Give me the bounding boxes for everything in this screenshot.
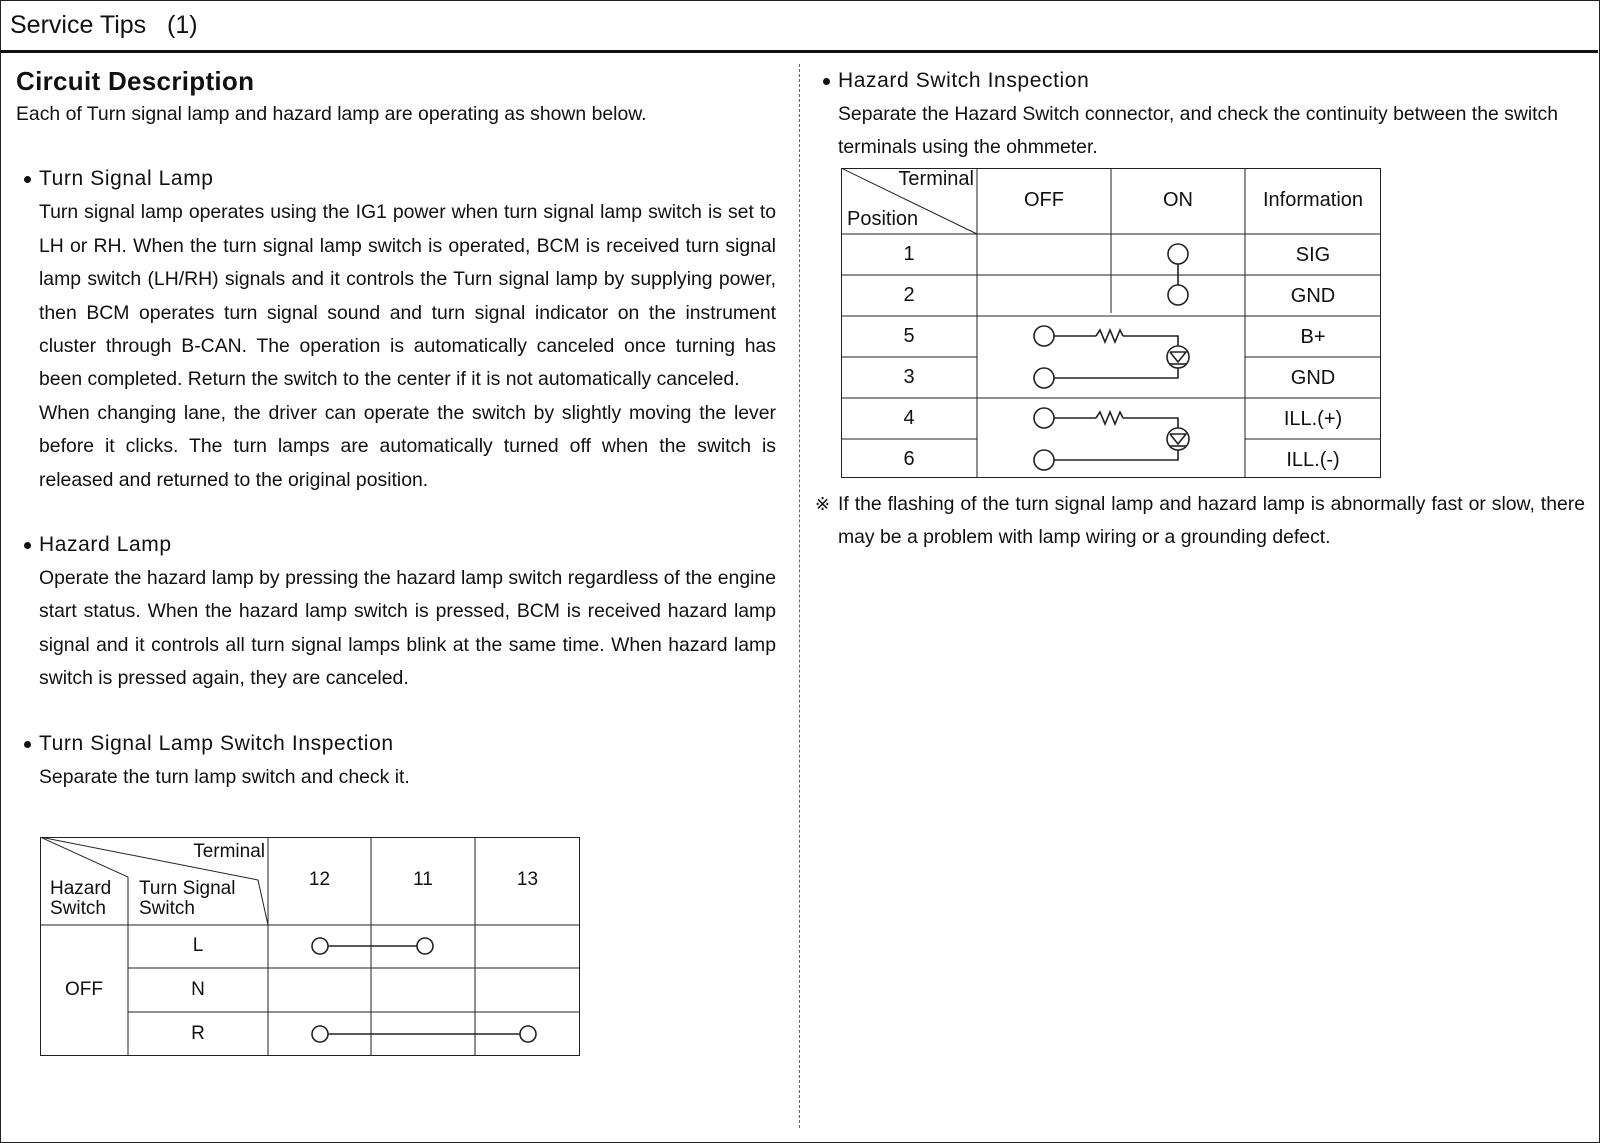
hz-corner-terminal: Terminal	[898, 168, 974, 190]
hz-row-terminal: 6	[903, 448, 915, 470]
section-label: Hazard Switch Inspection	[838, 69, 1090, 92]
turn-signal-paragraph-2: When changing lane, the driver can operate the switch by slightly moving the lever before it clicks. The turn lamps are automatically turned off when the switch is released and returned to the original position.	[39, 401, 776, 491]
hz-col-on: ON	[1163, 189, 1193, 211]
circuit-description-title: Circuit Description	[16, 66, 255, 96]
column-divider	[799, 64, 800, 1128]
terminal-circle-icon	[417, 938, 433, 954]
terminal-circle-icon	[312, 938, 328, 954]
footnote-text: If the flashing of the turn signal lamp and hazard lamp is abnormally fast or slow, there may be a problem with lamp wiring or a grounding defect.	[838, 493, 1585, 549]
right-column	[815, 64, 1585, 165]
terminal-circle-icon	[520, 1026, 536, 1042]
hz-col-information: Information	[1262, 189, 1364, 211]
terminal-circle-icon	[1034, 368, 1054, 388]
ts-row-position: L	[192, 935, 204, 956]
ts-inspection-instruction: Separate the turn lamp switch and check it.	[39, 765, 410, 788]
terminal-circle-icon	[1168, 244, 1188, 264]
ts-col-terminal: 13	[516, 869, 539, 890]
hz-row-terminal: 4	[903, 407, 915, 429]
hazard-paragraph: Operate the hazard lamp by pressing the hazard lamp switch regardless of the engine start status. When the hazard lamp switch is pressed, BCM is received hazard lamp signal and it controls all turn signal lamps blink at the same time. When hazard lamp switch is pressed again, they are canceled.	[39, 567, 776, 690]
bullet-icon	[24, 542, 31, 549]
hz-row-terminal: 3	[903, 366, 915, 388]
hz-corner-position: Position	[847, 208, 919, 230]
hz-row-info: SIG	[1295, 244, 1331, 266]
section-label: Turn Signal Lamp Switch Inspection	[39, 731, 394, 755]
section-label: Turn Signal Lamp	[39, 167, 214, 191]
hz-col-off: OFF	[1024, 189, 1064, 211]
hz-lamp-circuit-1	[1034, 326, 1189, 388]
ts-switch-inspection-title	[16, 727, 776, 761]
reference-mark: ※	[815, 494, 831, 514]
circuit-intro: Each of Turn signal lamp and hazard lamp are operating as shown below.	[16, 103, 647, 125]
terminal-circle-icon	[312, 1026, 328, 1042]
ts-corner-turn: Turn Signal Switch	[139, 878, 236, 919]
ts-connections	[312, 938, 536, 1042]
turn-signal-paragraph-1: Turn signal lamp operates using the IG1 power when turn signal lamp switch is set to LH or RH. When the turn signal lamp switch is operated, BCM is received turn signal lamp switch (LH/RH) signals and it controls the Turn signal lamp by supplying power, then BCM operates turn signal sound and turn signal indicator on the instrument cluster through B-CAN. The operation is automatically canceled once turning has been completed. Return the switch to the center if it is not automatically canceled.	[39, 201, 776, 391]
hz-lamp-circuit-2	[1034, 408, 1189, 470]
hz-row-info: GND	[1290, 285, 1336, 307]
ts-hazard-state: OFF	[65, 979, 103, 1000]
terminal-circle-icon	[1034, 326, 1054, 346]
hazard-inspection-instruction: Separate the Hazard Switch connector, and check the continuity between the switch terminals using the ohmmeter.	[838, 103, 1559, 159]
bullet-icon	[24, 741, 31, 748]
section-label: Hazard Lamp	[39, 533, 172, 557]
hazard-switch-table	[841, 168, 1381, 478]
footnote	[815, 488, 1585, 555]
turn-signal-switch-table	[40, 837, 580, 1056]
terminal-circle-icon	[1034, 408, 1054, 428]
ts-col-terminal: 12	[308, 869, 331, 890]
hz-row-terminal: 5	[903, 325, 915, 347]
hz-row-terminal: 2	[903, 284, 915, 306]
hazard-switch-inspection-title	[815, 64, 1585, 98]
page-header	[0, 0, 1598, 53]
left-column	[16, 64, 776, 794]
hz-row-info: B+	[1300, 326, 1326, 348]
hz-row-info: ILL.(+)	[1283, 408, 1343, 430]
bullet-icon	[823, 78, 830, 85]
bullet-icon	[24, 176, 31, 183]
terminal-circle-icon	[1168, 285, 1188, 305]
hz-row-info: ILL.(-)	[1286, 449, 1340, 471]
turn-signal-lamp-title	[16, 162, 776, 196]
ts-row-position: R	[191, 1023, 205, 1044]
hz-row-info: GND	[1290, 367, 1336, 389]
ts-row-position: N	[191, 979, 205, 1000]
ts-corner-hazard: Hazard Switch	[50, 878, 112, 919]
ts-col-terminal: 11	[413, 869, 433, 890]
terminal-circle-icon	[1034, 450, 1054, 470]
page-title: Service Tips (1)	[10, 11, 198, 39]
ts-corner-terminal: Terminal	[193, 841, 265, 862]
hazard-lamp-title	[16, 528, 776, 562]
hz-row-terminal: 1	[903, 243, 915, 265]
